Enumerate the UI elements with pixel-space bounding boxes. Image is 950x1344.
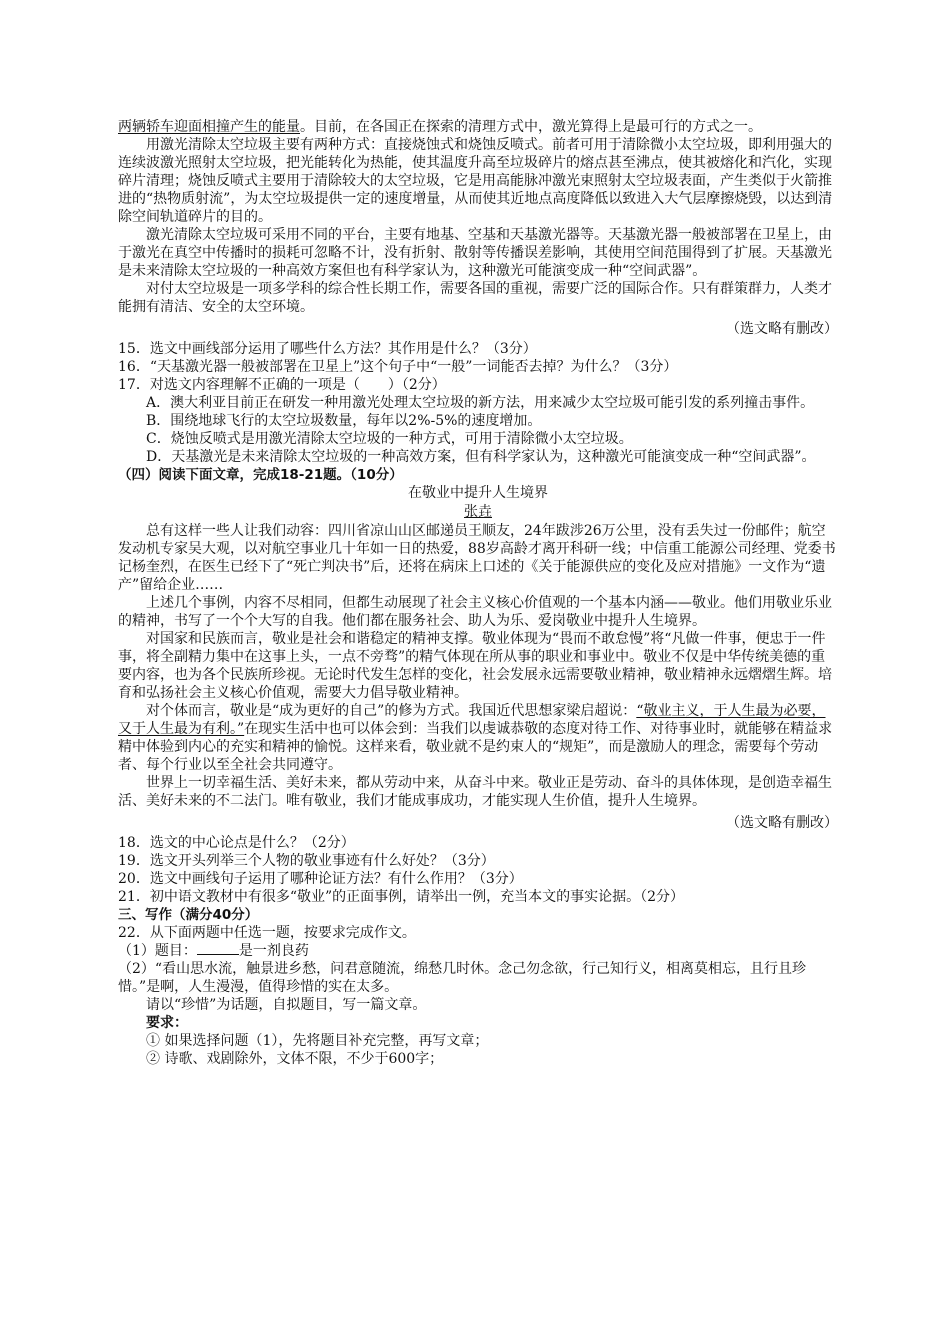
topic-2-task: 请以“珍惜”为话题，自拟题目，写一篇文章。 [146, 997, 427, 1013]
writing-heading: 三、写作（满分40分） [118, 907, 259, 923]
article-paragraph-4: 对个体而言，敬业是“成为更好的自己”的修为方式。我国近代思想家梁启超说：“敬业主义，于人生最为必要，又于人生最为有利。”在现实生活中也可以体会到：当我们以虔诚恭敬的态度对待工作、对待事业时，就能够在精益求精中体验到内心的充实和精神的愉悦。这样来看，敬业就不是约束人的“规矩”，而是激励人的理念，需要每个劳动者、每个行业以至全社会共同遵守。 [118, 703, 833, 773]
passage1-paragraph-2: 激光清除太空垃圾可采用不同的平台，主要有地基、空基和天基激光器等。天基激光器一般被部署在卫星上，由于激光在真空中传播时的损耗可忽略不计，没有折射、散射等传播误差影响，其使用空间范围得到了扩展。天基激光是未来清除太空垃圾的一种高效方案但也有科学家认为，这种激光可能演变成一种“空间武器”。 [118, 227, 832, 279]
question-19: 19．选文开头列举三个人物的敬业事迹有什么好处？（3分） [118, 853, 495, 869]
underlined-quote: “敬业主义，于人生最为必要，又于人生最为有利。” [118, 703, 826, 737]
question-18: 18．选文的中心论点是什么？（2分） [118, 835, 355, 851]
passage1-paragraph-3: 对付太空垃圾是一项多学科的综合性长期工作，需要各国的重视，需要广泛的国际合作。只有群策群力，人类才能拥有清洁、安全的太空环境。 [118, 281, 832, 315]
option-a: A．澳大利亚目前正在研发一种用激光处理太空垃圾的新方法，用来减少太空垃圾可能引发的系列撞击事件。 [146, 395, 815, 411]
source-note: （选文略有删改） [726, 321, 838, 337]
article-paragraph-2: 上述几个事例，内容不尽相同，但都生动展现了社会主义核心价值观的一个基本内涵——敬业。他们用敬业乐业的精神，书写了一个个大写的自我。他们都在服务社会、助人为乐、爱岗敬业中提升人生境界。 [118, 595, 832, 629]
article-paragraph-5: 世界上一切幸福生活、美好未来，都从劳动中来，从奋斗中来。敬业正是劳动、奋斗的具体体现，是创造幸福生活、美好未来的不二法门。唯有敬业，我们才能成事成功，才能实现人生价值，提升人生境界。 [118, 775, 832, 809]
topic-2: （2）“看山思水流，触景进乡愁，问君意随流，绵愁几时休。念己勿念欲，行己知行义，相离莫相忘，且行且珍惜。”是啊，人生漫漫，值得珍惜的实在太多。 [118, 961, 807, 995]
option-d: D．天基激光是未来清除太空垃圾的一种高效方案，但有科学家认为，这种激光可能演变成一种“空间武器”。 [146, 449, 816, 465]
requirement-2: ② 诗歌、戏剧除外，文体不限，不少于600字； [146, 1051, 444, 1067]
article-title: 在敬业中提升人生境界 [408, 485, 548, 501]
passage1-paragraph-0: 两辆轿车迎面相撞产生的能量。目前，在各国正在探索的清理方式中，激光算得上是最可行的方式之一。 [118, 119, 762, 135]
option-b: B．围绕地球飞行的太空垃圾数量，每年以2%-5%的速度增加。 [146, 413, 542, 429]
article-paragraph-1: 总有这样一些人让我们动容：四川省凉山山区邮递员王顺友，24年跋涉26万公里，没有丢失过一份邮件；航空发动机专家吴大观，以对航空事业几十年如一日的热爱，88岁高龄才离开科研一线；中信重工能源公司经理、党委书记杨奎烈，在医生已经下了“死亡判决书”后，还将在病床上口述的《关于能源供应的变化及应对措施》一文作为“遗产”留给企业…… [118, 523, 836, 593]
question-22: 22．从下面两题中任选一题，按要求完成作文。 [118, 925, 416, 941]
option-c: C．烧蚀反喷式是用激光清除太空垃圾的一种方式，可用于清除微小太空垃圾。 [146, 431, 633, 447]
source-note-2: （选文略有删改） [726, 815, 838, 831]
article-author: 张垚 [464, 504, 492, 520]
requirement-1: ① 如果选择问题（1），先将题目补充完整，再写文章； [146, 1033, 489, 1049]
underlined-sentence: 两辆轿车迎面相撞产生的能量 [118, 119, 300, 135]
question-17: 17．对选文内容理解不正确的一项是（ ）（2分） [118, 377, 446, 393]
article-paragraph-3: 对国家和民族而言，敬业是社会和谐稳定的精神支撑。敬业体现为“畏而不敢怠慢”将“凡做一件事，便忠于一件事，将全副精力集中在这事上头，一点不旁骛”的精气体现在所从事的职业和事业中。敬业不仅是中华传统美德的重要内容，也为各个民族所珍视。无论时代发生怎样的变化，社会发展永远需要敬业精神，敬业精神永远熠熠生辉。培育和弘扬社会主义核心价值观，需要大力倡导敬业精神。 [118, 631, 832, 701]
topic-1: （1）题目： 是一剂良药 [118, 943, 309, 959]
passage1-paragraph-1: 用激光清除太空垃圾主要有两种方式：直接烧蚀式和烧蚀反喷式。前者可用于清除微小太空垃圾，即利用强大的连续波激光照射太空垃圾，把光能转化为热能，使其温度升高至垃圾碎片的熔点甚至沸点，使其被熔化和汽化，实现碎片清理；烧蚀反喷式主要用于清除较大的太空垃圾，它是用高能脉冲激光束照射太空垃圾表面，产生类似于火箭推进的“热物质射流”，为太空垃圾提供一定的速度增量，从而使其近地点高度降低以致进入大气层摩擦烧毁，以达到清除空间轨道碎片的目的。 [118, 137, 833, 225]
requirements-label: 要求： [146, 1015, 188, 1031]
question-21: 21．初中语文教材中有很多“敬业”的正面事例，请举出一例，充当本文的事实论据。（2分） [118, 889, 685, 905]
document-page [118, 118, 838, 1068]
question-20: 20．选文中画线句子运用了哪种论证方法？有什么作用？（3分） [118, 871, 523, 887]
question-16: 16．“天基激光器一般被部署在卫星上”这个句子中“一般”一词能否去掉？为什么？（3分） [118, 359, 678, 375]
section-heading-4: （四）阅读下面文章，完成18-21题。（10分） [118, 467, 403, 483]
question-15: 15．选文中画线部分运用了哪些什么方法？其作用是什么？（3分） [118, 341, 537, 357]
blank-line [197, 942, 239, 955]
